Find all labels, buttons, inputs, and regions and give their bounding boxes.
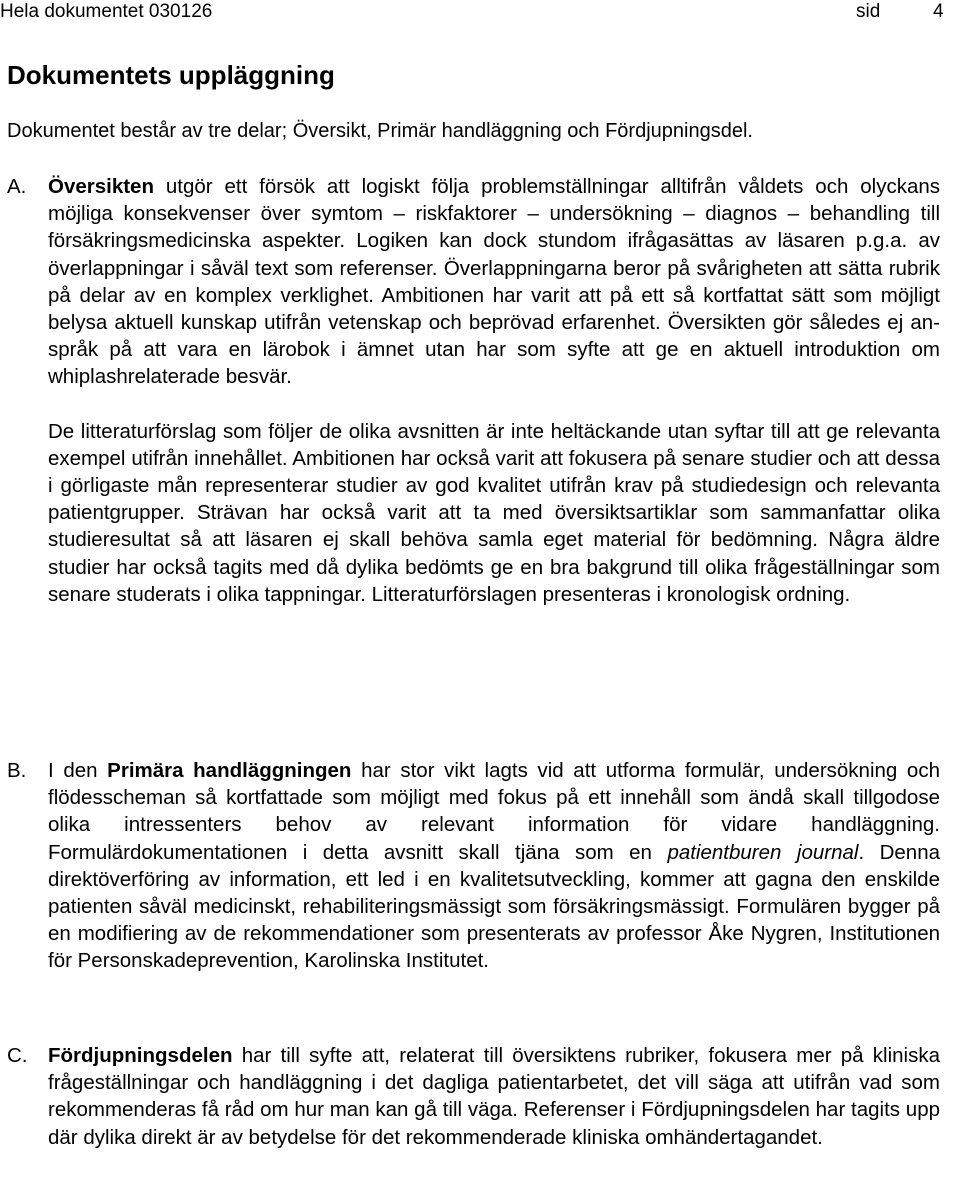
paragraph-text: har stor vikt lagts vid att utforma formulär, undersökning och flödesscheman så kortfattade som möjligt med fokus på ett innehåll som ändå skall tillgodose olika intressenters behov av relevant information för vidare handläggning. Formulärdokumentationen i detta avsnitt skall tjäna som en	[48, 759, 940, 864]
section-a-paragraph-1	[48, 173, 940, 391]
bold-term: Översikten	[48, 175, 154, 198]
paragraph-text: . Denna direktöverföring av information, ett led i en kvalitetsutveckling, kommer att gagna den enskilde patienten såväl medicinskt, rehabiliteringsmässigt som försäkringsmässigt. Formulären bygger på en modifiering av de rekommendationer som presenterats av professor Åke Nygren, Institutionen för Personskadeprevention, Karolinska Institutet.	[48, 840, 941, 973]
document-name: Hela dokumentet 030126	[0, 1, 213, 22]
section-body	[48, 1042, 940, 1151]
paragraph-text: har till syfte att, relaterat till översiktens rubriker, fokusera mer på kliniska frågeställningar och handläggning i det dagliga patientarbetet, det vill säga att utifrån vad som rekommenderas få råd om hur man kan gå till väga. Referenser i Fördjupningsdelen har tagits upp där dylika direkt är av betydelse för det rekommenderade kliniska omhändertagandet.	[48, 1044, 940, 1149]
page-header	[0, 0, 960, 24]
paragraph-text: utgör ett försök att logiskt följa problemställningar alltifrån våldets och olyckans möjliga konsekvenser över symtom – riskfaktorer – undersökning – diagnos – behandling till försäkringsmedicinska aspekter. Logiken kan dock stundom ifrågasättas av läsaren p.g.a. av överlappningar i såväl text som referenser. Överlappningarna beror på svårigheten att sätta rubrik på delar av en komplex verklighet. Ambitionen har varit att på ett så kortfattat sätt som möjligt belysa aktuell kunskap utifrån vetenskap och beprövad erfarenhet. Översikten gör således ej anspråk på att vara en lärobok i ämnet utan har som syfte att ge en aktuell introduktion om whiplashrelaterade besvär.	[48, 175, 940, 389]
italic-term: patientburen journal	[667, 840, 859, 864]
section-letter: C.	[7, 1044, 28, 1067]
section-c-paragraph	[48, 1042, 940, 1151]
paragraph-lead: I den	[48, 759, 108, 782]
page-label: sid	[856, 1, 881, 22]
section-letter: B.	[7, 759, 27, 782]
page-title: Dokumentets uppläggning	[7, 60, 335, 90]
section-body	[48, 757, 940, 975]
section-a-paragraph-2: De litteraturförslag som följer de olika avsnitten är inte heltäckande utan syftar till att ge relevanta exempel utifrån innehållet. Ambitionen har också varit att fokusera på senare studier och att dessa i görligaste mån representerar studier av god kvalitet utifrån krav på studiedesign och relevanta patientgrupper. Strävan har också varit att ta med översiktsartiklar som sammanfattar olika studieresultat så att läsaren ej skall behöva samla eget material för bedömning. Några äldre studier har också tagits med då dylika bedömts ge en bra bakgrund till olika frågeställningar som senare studerats i olika tappningar. Litteraturförslagen presenteras i kronologisk ordning.	[48, 419, 940, 606]
bold-term: Fördjupningsdelen	[48, 1044, 233, 1067]
intro-paragraph: Dokumentet består av tre delar; Översikt, Primär handläggning och Fördjupningsdel.	[7, 120, 753, 142]
section-letter: A.	[7, 175, 27, 198]
section-body	[48, 173, 940, 608]
section-b-paragraph	[48, 757, 940, 975]
page-number: 4	[933, 1, 944, 22]
bold-term: Primära handläggningen	[107, 759, 352, 782]
